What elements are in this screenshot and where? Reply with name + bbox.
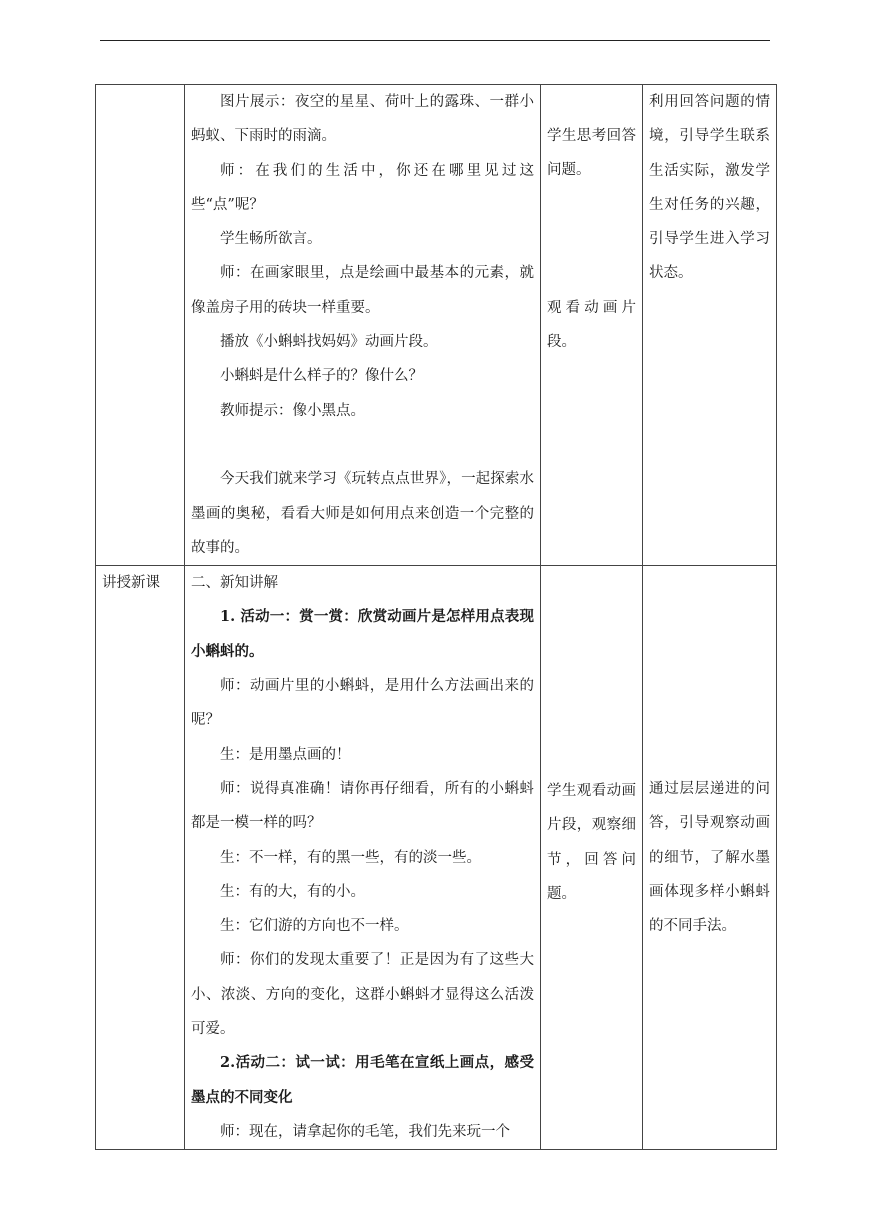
content-paragraph: 播放《小蝌蚪找妈妈》动画片段。 [220, 334, 438, 351]
content-paragraph: 今天我们就来学习《玩转点点世界》，一起探索水墨画的奥秘，看看大师是如何用点来创造一个完整的故事的。 [191, 471, 534, 556]
content-cell [185, 566, 541, 1150]
student-activity-text: 学生观看动画片段，观察细节，回答问题。 [547, 783, 636, 903]
student-activity-cell [541, 566, 643, 1150]
content-paragraph: 教师提示：像小黑点。 [220, 402, 365, 419]
lesson-plan-table [95, 84, 777, 1150]
content-paragraph: 师：说得真准确！请你再仔细看，所有的小蝌蚪都是一模一样的吗？ [191, 780, 534, 832]
purpose-cell [643, 85, 777, 566]
content-cell [185, 85, 541, 566]
table-row [96, 85, 777, 566]
stage-cell [96, 566, 185, 1150]
design-purpose-text: 利用回答问题的情境，引导学生联系生活实际，激发学生对任务的兴趣，引导学生进入学习状态。 [649, 94, 770, 282]
content-paragraph: 师：现在，请拿起你的毛笔，我们先来玩一个 [220, 1123, 510, 1140]
content-paragraph: 生：它们游的方向也不一样。 [220, 918, 409, 935]
content-paragraph: 学生畅所欲言。 [220, 231, 322, 248]
student-activity-text: 学生思考回答问题。 [547, 128, 636, 179]
content-paragraph: 图片展示：夜空的星星、荷叶上的露珠、一群小蚂蚁、下雨时的雨滴。 [191, 94, 534, 145]
activity-heading: 1. 活动一：赏一赏：欣赏动画片是怎样用点表现小蝌蚪的。 [191, 608, 534, 660]
content-paragraph: 生：不一样，有的黑一些，有的淡一些。 [220, 849, 481, 866]
design-purpose-text: 通过层层递进的问答，引导观察动画的细节，了解水墨画体现多样小蝌蚪的不同手法。 [649, 781, 770, 935]
purpose-cell [643, 566, 777, 1150]
content-paragraph: 生：是用墨点画的！ [220, 746, 351, 763]
content-paragraph: 师：在我们的生活中，你还在哪里见过这些“点”呢？ [191, 162, 534, 213]
content-paragraph: 师：你们的发现太重要了！正是因为有了这些大小、浓淡、方向的变化，这群小蝌蚪才显得这么活泼可爱。 [191, 952, 534, 1038]
content-paragraph: 师：动画片里的小蝌蚪，是用什么方法画出来的呢？ [191, 678, 534, 729]
activity-heading: 2.活动二：试一试：用毛笔在宣纸上画点，感受墨点的不同变化 [191, 1054, 534, 1106]
student-activity-cell [541, 85, 643, 566]
stage-cell [96, 85, 185, 566]
section-heading: 二、新知讲解 [191, 575, 278, 592]
content-paragraph: 师：在画家眼里，点是绘画中最基本的元素，就像盖房子用的砖块一样重要。 [191, 265, 534, 316]
table-row [96, 566, 777, 1150]
blank-paragraph [191, 428, 534, 462]
content-paragraph: 小蝌蚪是什么样子的？像什么？ [220, 368, 423, 385]
content-paragraph: 生：有的大，有的小。 [220, 883, 365, 900]
stage-label: 讲授新课 [102, 575, 160, 592]
student-activity-text: 观看动画片段。 [547, 299, 636, 350]
header-rule [100, 40, 770, 41]
